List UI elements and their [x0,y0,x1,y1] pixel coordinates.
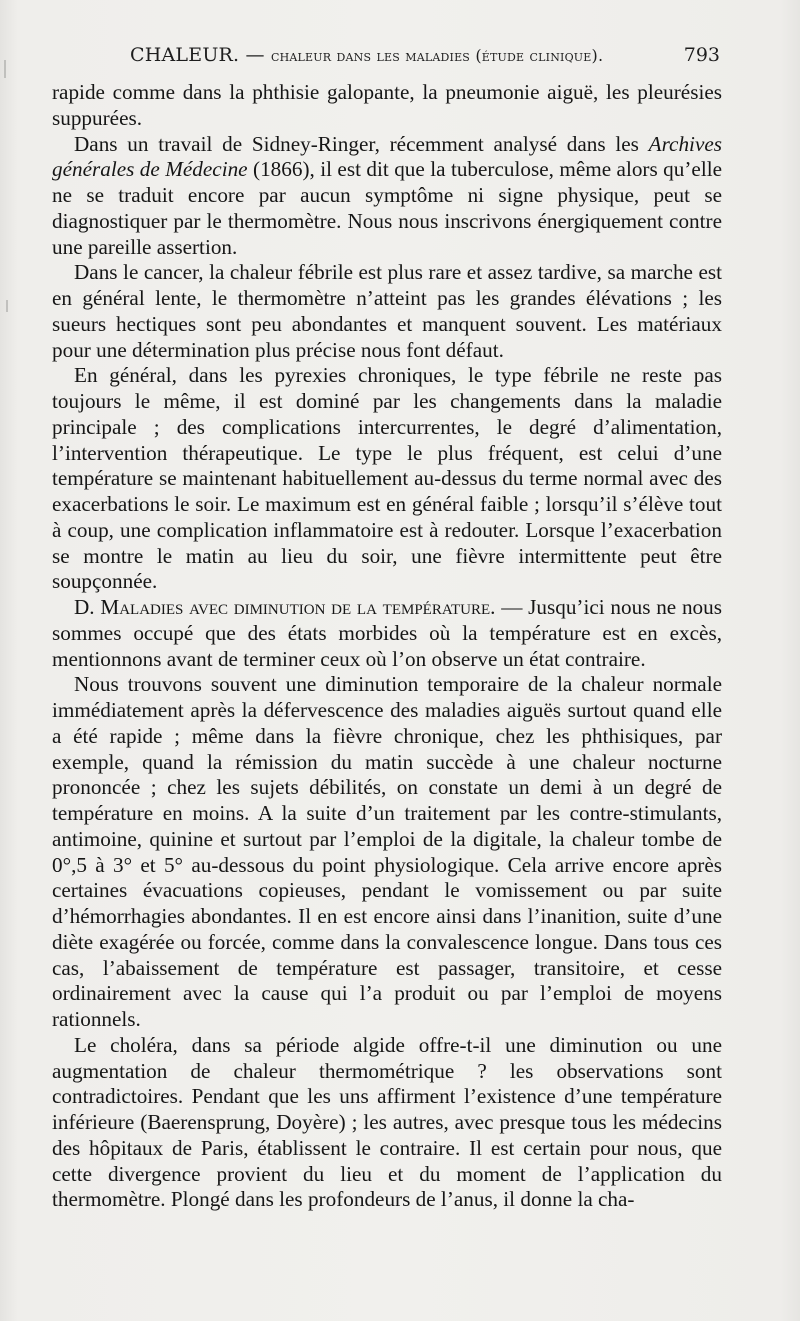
paragraph-text: Nous trouvons souvent une diminution temporaire de la chaleur normale immédiatement après la défervescence des maladies aiguës surtout quand elle a été rapide ; même dans la fièvre chronique, chez les phthisiques, par exemple, quand la rémission du matin succède à une chaleur nocturne prononcée ; chez les sujets débilités, on constate un demi à un degré de température en moins. A la suite d’un traitement par les contre-stimulants, antimoine, quinine et surtout par l’emploi de la digitale, la chaleur tombe de 0°,5 à 3° et 5° au-dessous du point physiologique. Cela arrive encore après certaines évacuations copieuses, pendant le vomissement ou par suite d’hémorrhagies abondantes. Il en est encore ainsi dans l’inanition, suite d’une diète exagérée ou forcée, comme dans la convalescence longue. Dans tous ces cas, l’abaissement de température est passager, transitoire, et cesse ordinairement avec la cause qui l’a produit ou par l’emploi de moyens rationnels. [52,672,722,1031]
paragraph [52,1033,722,1213]
paragraph [52,672,722,1033]
page-number: 793 [683,44,720,66]
paragraph-text: rapide comme dans la phthisie galopante, la pneumonie aiguë, les pleurésies suppurées. [52,80,722,130]
running-header [52,44,720,74]
paragraph-text: (1866), il est dit que la tuberculose, même alors qu’elle ne se traduit encore par aucun symptôme ni signe physique, peut se diagnostiquer par le thermomètre. Nous nous inscrivons énergiquement contre une pareille assertion. [52,157,722,259]
section-title: chaleur dans les maladies (étude clinique). [270,46,604,65]
paragraph-text: Le choléra, dans sa période algide offre-t-il une diminution ou une augmentation de chaleur thermométrique ? les observations sont contradictoires. Pendant que les uns affirment l’existence d’une température inférieure (Baerensprung, Doyère) ; les autres, avec presque tous les médecins des hôpitaux de Paris, établissent le contraire. Il est certain pour nous, que cette divergence provient du lieu et du moment de l’application du thermomètre. Plongé dans les profondeurs de l’anus, il donne la cha- [52,1032,722,1212]
section-heading: Maladies avec diminution de la température. [100,595,496,619]
paragraph [52,260,722,363]
paragraph-text: — Jusqu’ici nous ne nous sommes occupé que des états morbides où la température est en excès, mentionnons avant de terminer ceux où l’on observe un état contraire. [52,595,722,671]
binding-shadow [4,60,6,78]
paragraph-text: Dans le cancer, la chaleur fébrile est plus rare et assez tardive, sa marche est en général lente, le thermomètre n’atteint pas les grandes élévations ; les sueurs hectiques sont peu abondantes et manquent souvent. Les matériaux pour une détermination plus précise nous font défaut. [52,260,722,362]
paragraph-text: Dans un travail de Sidney-Ringer, récemment analysé dans les [74,131,649,156]
paragraph-text: En général, dans les pyrexies chroniques, le type fébrile ne reste pas toujours le même, il est dominé par les changements dans la maladie principale ; des complications intercurrentes, le degré d’alimentation, l’intervention thérapeutique. Le type le plus fréquent, est celui d’une température se maintenant habituellement au-dessus du terme normal avec des exacerbations le soir. Le maximum est en général faible ; lorsqu’il s’élève tout à coup, une complication inflammatoire est à redouter. Lorsque l’exacerbation se montre le matin au lieu du soir, une fièvre intermittente peut être soupçonnée. [52,363,722,594]
paragraph [52,595,722,672]
italic-title: Archives générales de Médecine [52,131,722,182]
paragraph [52,132,722,261]
body-text [52,80,722,1213]
header-dash: — [239,44,271,66]
running-title-group [130,44,603,66]
paragraph-text: D. [74,595,101,619]
running-title: CHALEUR. [130,44,240,66]
paragraph [52,363,722,595]
paragraph [52,80,722,132]
binding-shadow [6,300,8,312]
